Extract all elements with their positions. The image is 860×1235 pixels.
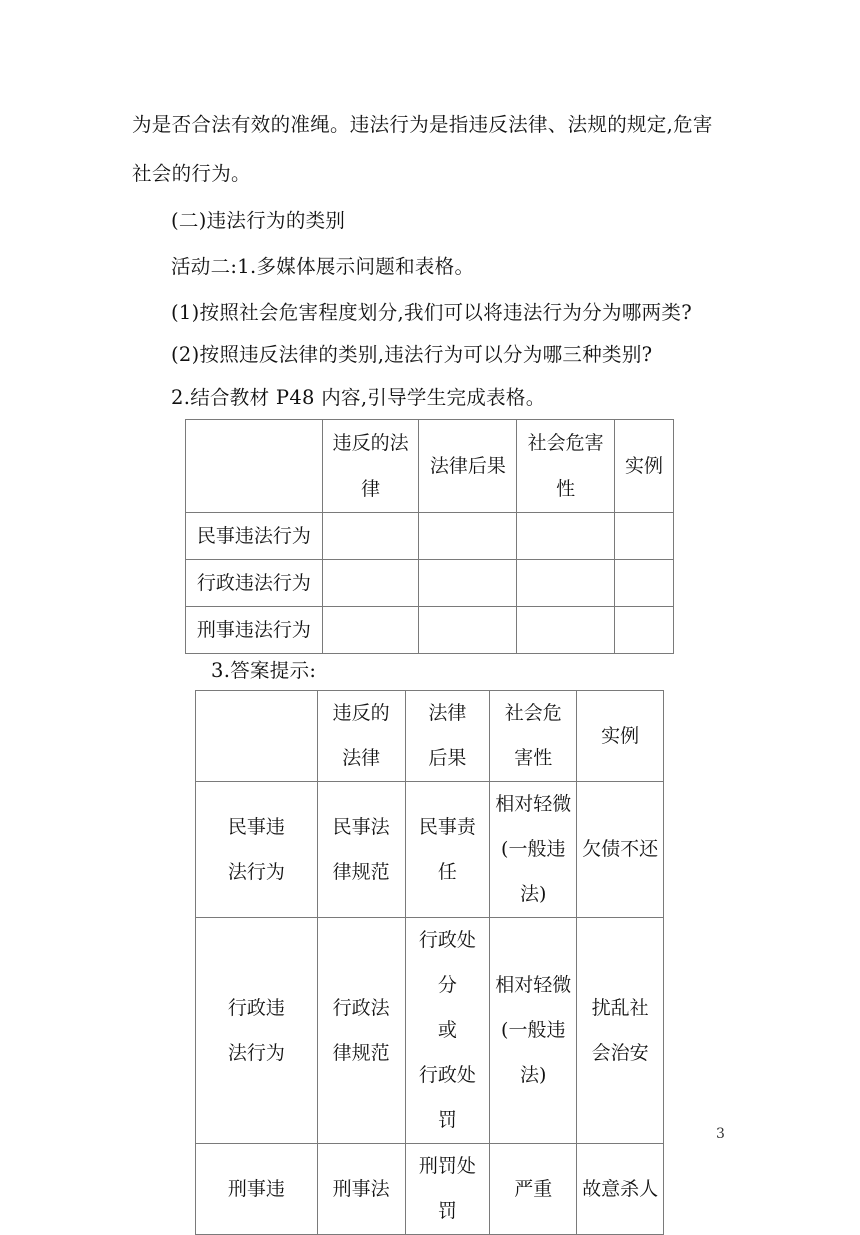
- section-heading: (二)违法行为的类别: [171, 209, 346, 232]
- table-cell: [419, 560, 517, 607]
- table-cell: 民事责任: [405, 782, 490, 918]
- row-label-cell: 刑事违法行为: [186, 607, 323, 654]
- table-cell: [419, 607, 517, 654]
- table-cell: 相对轻微 (一般违 法): [490, 918, 577, 1144]
- table-header-row: [186, 420, 674, 513]
- row-label-cell: 民事违 法行为: [196, 782, 318, 918]
- question-2: (2)按照违反法律的类别,违法行为可以分为哪三种类别?: [171, 343, 653, 366]
- table-row: [186, 513, 674, 560]
- table-cell: 相对轻微 (一般违 法): [490, 782, 577, 918]
- table-cell: [322, 513, 419, 560]
- table-cell: [615, 560, 674, 607]
- header-cell: 实例: [577, 691, 664, 782]
- table-row: [196, 1144, 664, 1235]
- table-cell: [615, 607, 674, 654]
- header-cell: [186, 420, 323, 513]
- blank-table: [185, 419, 674, 654]
- table-cell: 刑罚处罚: [405, 1144, 490, 1235]
- table-row: [196, 918, 664, 1144]
- table-cell: 故意杀人: [577, 1144, 664, 1235]
- row-label-cell: 行政违 法行为: [196, 918, 318, 1144]
- row-label-cell: 行政违法行为: [186, 560, 323, 607]
- row-label-cell: 刑事违: [196, 1144, 318, 1235]
- table-cell: [322, 560, 419, 607]
- header-cell: 违反的法 律: [322, 420, 419, 513]
- table-cell: [517, 607, 615, 654]
- header-cell: [196, 691, 318, 782]
- header-cell: 法律后果: [419, 420, 517, 513]
- table-cell: 行政法 律规范: [317, 918, 405, 1144]
- body-paragraph-line: 社会的行为。: [132, 162, 251, 185]
- table-cell: [419, 513, 517, 560]
- table-row: [186, 607, 674, 654]
- table-row: [196, 782, 664, 918]
- header-cell: 违反的 法律: [317, 691, 405, 782]
- instruction-line: 2.结合教材 P48 内容,引导学生完成表格。: [171, 386, 546, 409]
- table-cell: [322, 607, 419, 654]
- table-cell: [615, 513, 674, 560]
- page-number: 3: [716, 1126, 725, 1142]
- table-cell: 民事法 律规范: [317, 782, 405, 918]
- answer-hint-heading: 3.答案提示:: [211, 659, 317, 682]
- header-cell: 实例: [615, 420, 674, 513]
- header-cell: 社会危害 性: [517, 420, 615, 513]
- table-cell: 刑事法: [317, 1144, 405, 1235]
- answer-table: [195, 690, 664, 1235]
- table-cell: [517, 560, 615, 607]
- table-cell: 严重: [490, 1144, 577, 1235]
- table-cell: 欠债不还: [577, 782, 664, 918]
- table-cell: 行政处分 或 行政处罚: [405, 918, 490, 1144]
- table-header-row: [196, 691, 664, 782]
- table-cell: 扰乱社 会治安: [577, 918, 664, 1144]
- header-cell: 法律 后果: [405, 691, 490, 782]
- table-row: [186, 560, 674, 607]
- header-cell: 社会危 害性: [490, 691, 577, 782]
- activity-heading: 活动二:1.多媒体展示问题和表格。: [171, 255, 475, 278]
- row-label-cell: 民事违法行为: [186, 513, 323, 560]
- table-cell: [517, 513, 615, 560]
- question-1: (1)按照社会危害程度划分,我们可以将违法行为分为哪两类?: [171, 301, 692, 324]
- body-paragraph-line: 为是否合法有效的准绳。违法行为是指违反法律、法规的规定,危害: [132, 113, 713, 136]
